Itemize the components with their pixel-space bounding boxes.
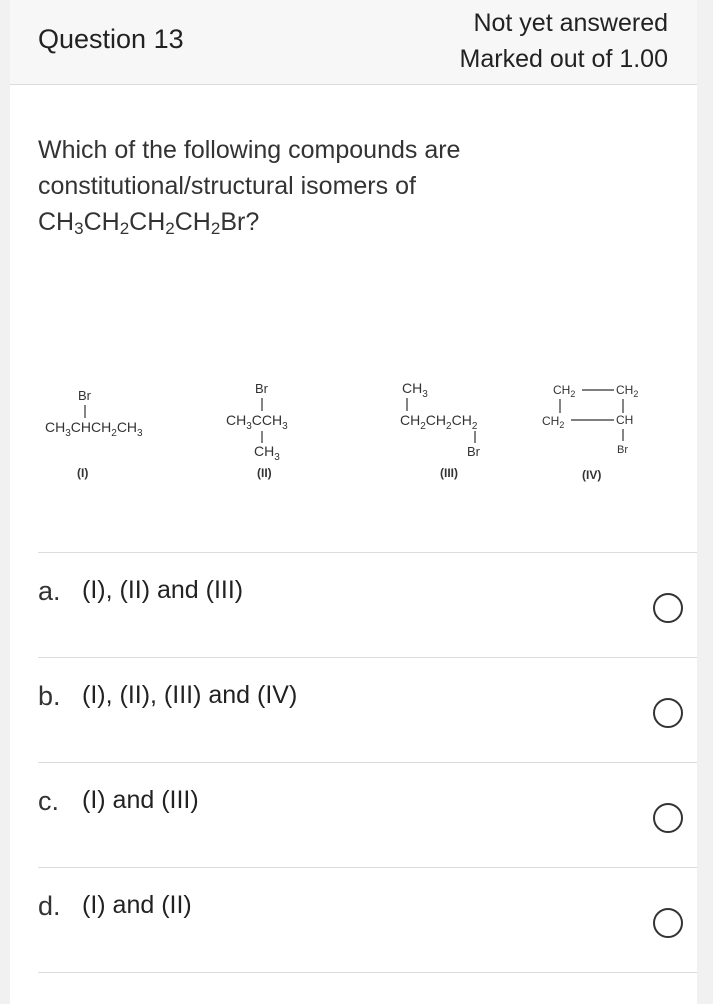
s2-main: $CH_3CCH_3$ xyxy=(226,412,288,432)
s4-ch: CH xyxy=(616,413,634,427)
s1-label: (I) xyxy=(77,466,89,480)
question-state xyxy=(460,5,668,77)
answer-options xyxy=(38,552,697,973)
option-d-letter: d. xyxy=(38,891,61,921)
question-formula: $CH_3CH_2CH_2CH_2Br$? xyxy=(38,208,260,238)
s4-ch2-tl: $CH_2$ xyxy=(553,383,576,399)
option-c[interactable] xyxy=(38,762,697,867)
structure-1 xyxy=(45,388,143,480)
option-d-radio[interactable] xyxy=(653,908,683,938)
s4-br: Br xyxy=(617,444,628,456)
option-a-letter: a. xyxy=(38,576,61,606)
option-c-letter: c. xyxy=(38,786,60,816)
s3-main: $CH_2CH_2CH_2$ xyxy=(400,412,478,432)
s1-br: Br xyxy=(78,388,91,403)
option-b-radio[interactable] xyxy=(653,698,683,728)
question-text xyxy=(38,132,598,240)
structures-diagram xyxy=(10,375,697,495)
question-content xyxy=(10,85,697,1004)
option-d-label[interactable]: (I) and (II) xyxy=(82,891,192,919)
option-a[interactable] xyxy=(38,552,697,657)
s4-ch2-bl: $CH_2$ xyxy=(542,414,565,430)
option-a-radio[interactable] xyxy=(653,593,683,623)
marks-info: Marked out of 1.00 xyxy=(459,45,668,73)
answer-status: Not yet answered xyxy=(473,9,668,37)
s4-ch2-tr: $CH_2$ xyxy=(616,383,639,399)
s2-ch3: $CH_3$ xyxy=(254,443,280,463)
s4-label: (IV) xyxy=(582,468,602,482)
s2-label: (II) xyxy=(257,466,272,480)
option-c-radio[interactable] xyxy=(653,803,683,833)
question-line-2: constitutional/structural isomers of xyxy=(38,172,416,200)
option-b-label[interactable]: (I), (II), (III) and (IV) xyxy=(82,681,298,709)
option-a-label[interactable]: (I), (II) and (III) xyxy=(82,576,244,604)
structure-3 xyxy=(400,380,481,480)
option-b-letter: b. xyxy=(38,681,61,711)
option-b[interactable] xyxy=(38,657,697,762)
question-line-1: Which of the following compounds are xyxy=(38,136,461,164)
structure-2 xyxy=(226,381,288,480)
option-d[interactable] xyxy=(38,867,697,973)
s1-main: $CH_3CHCH_2CH_3$ xyxy=(45,419,143,439)
s2-br: Br xyxy=(255,381,268,396)
structures-image xyxy=(10,375,697,495)
s3-br: Br xyxy=(467,444,480,459)
question-number: Question 13 xyxy=(38,24,184,54)
structure-4 xyxy=(542,383,638,482)
s3-ch3: $CH_3$ xyxy=(402,380,428,400)
option-c-label[interactable]: (I) and (III) xyxy=(82,786,199,814)
s3-label: (III) xyxy=(440,466,458,480)
question-info-header xyxy=(10,0,697,85)
